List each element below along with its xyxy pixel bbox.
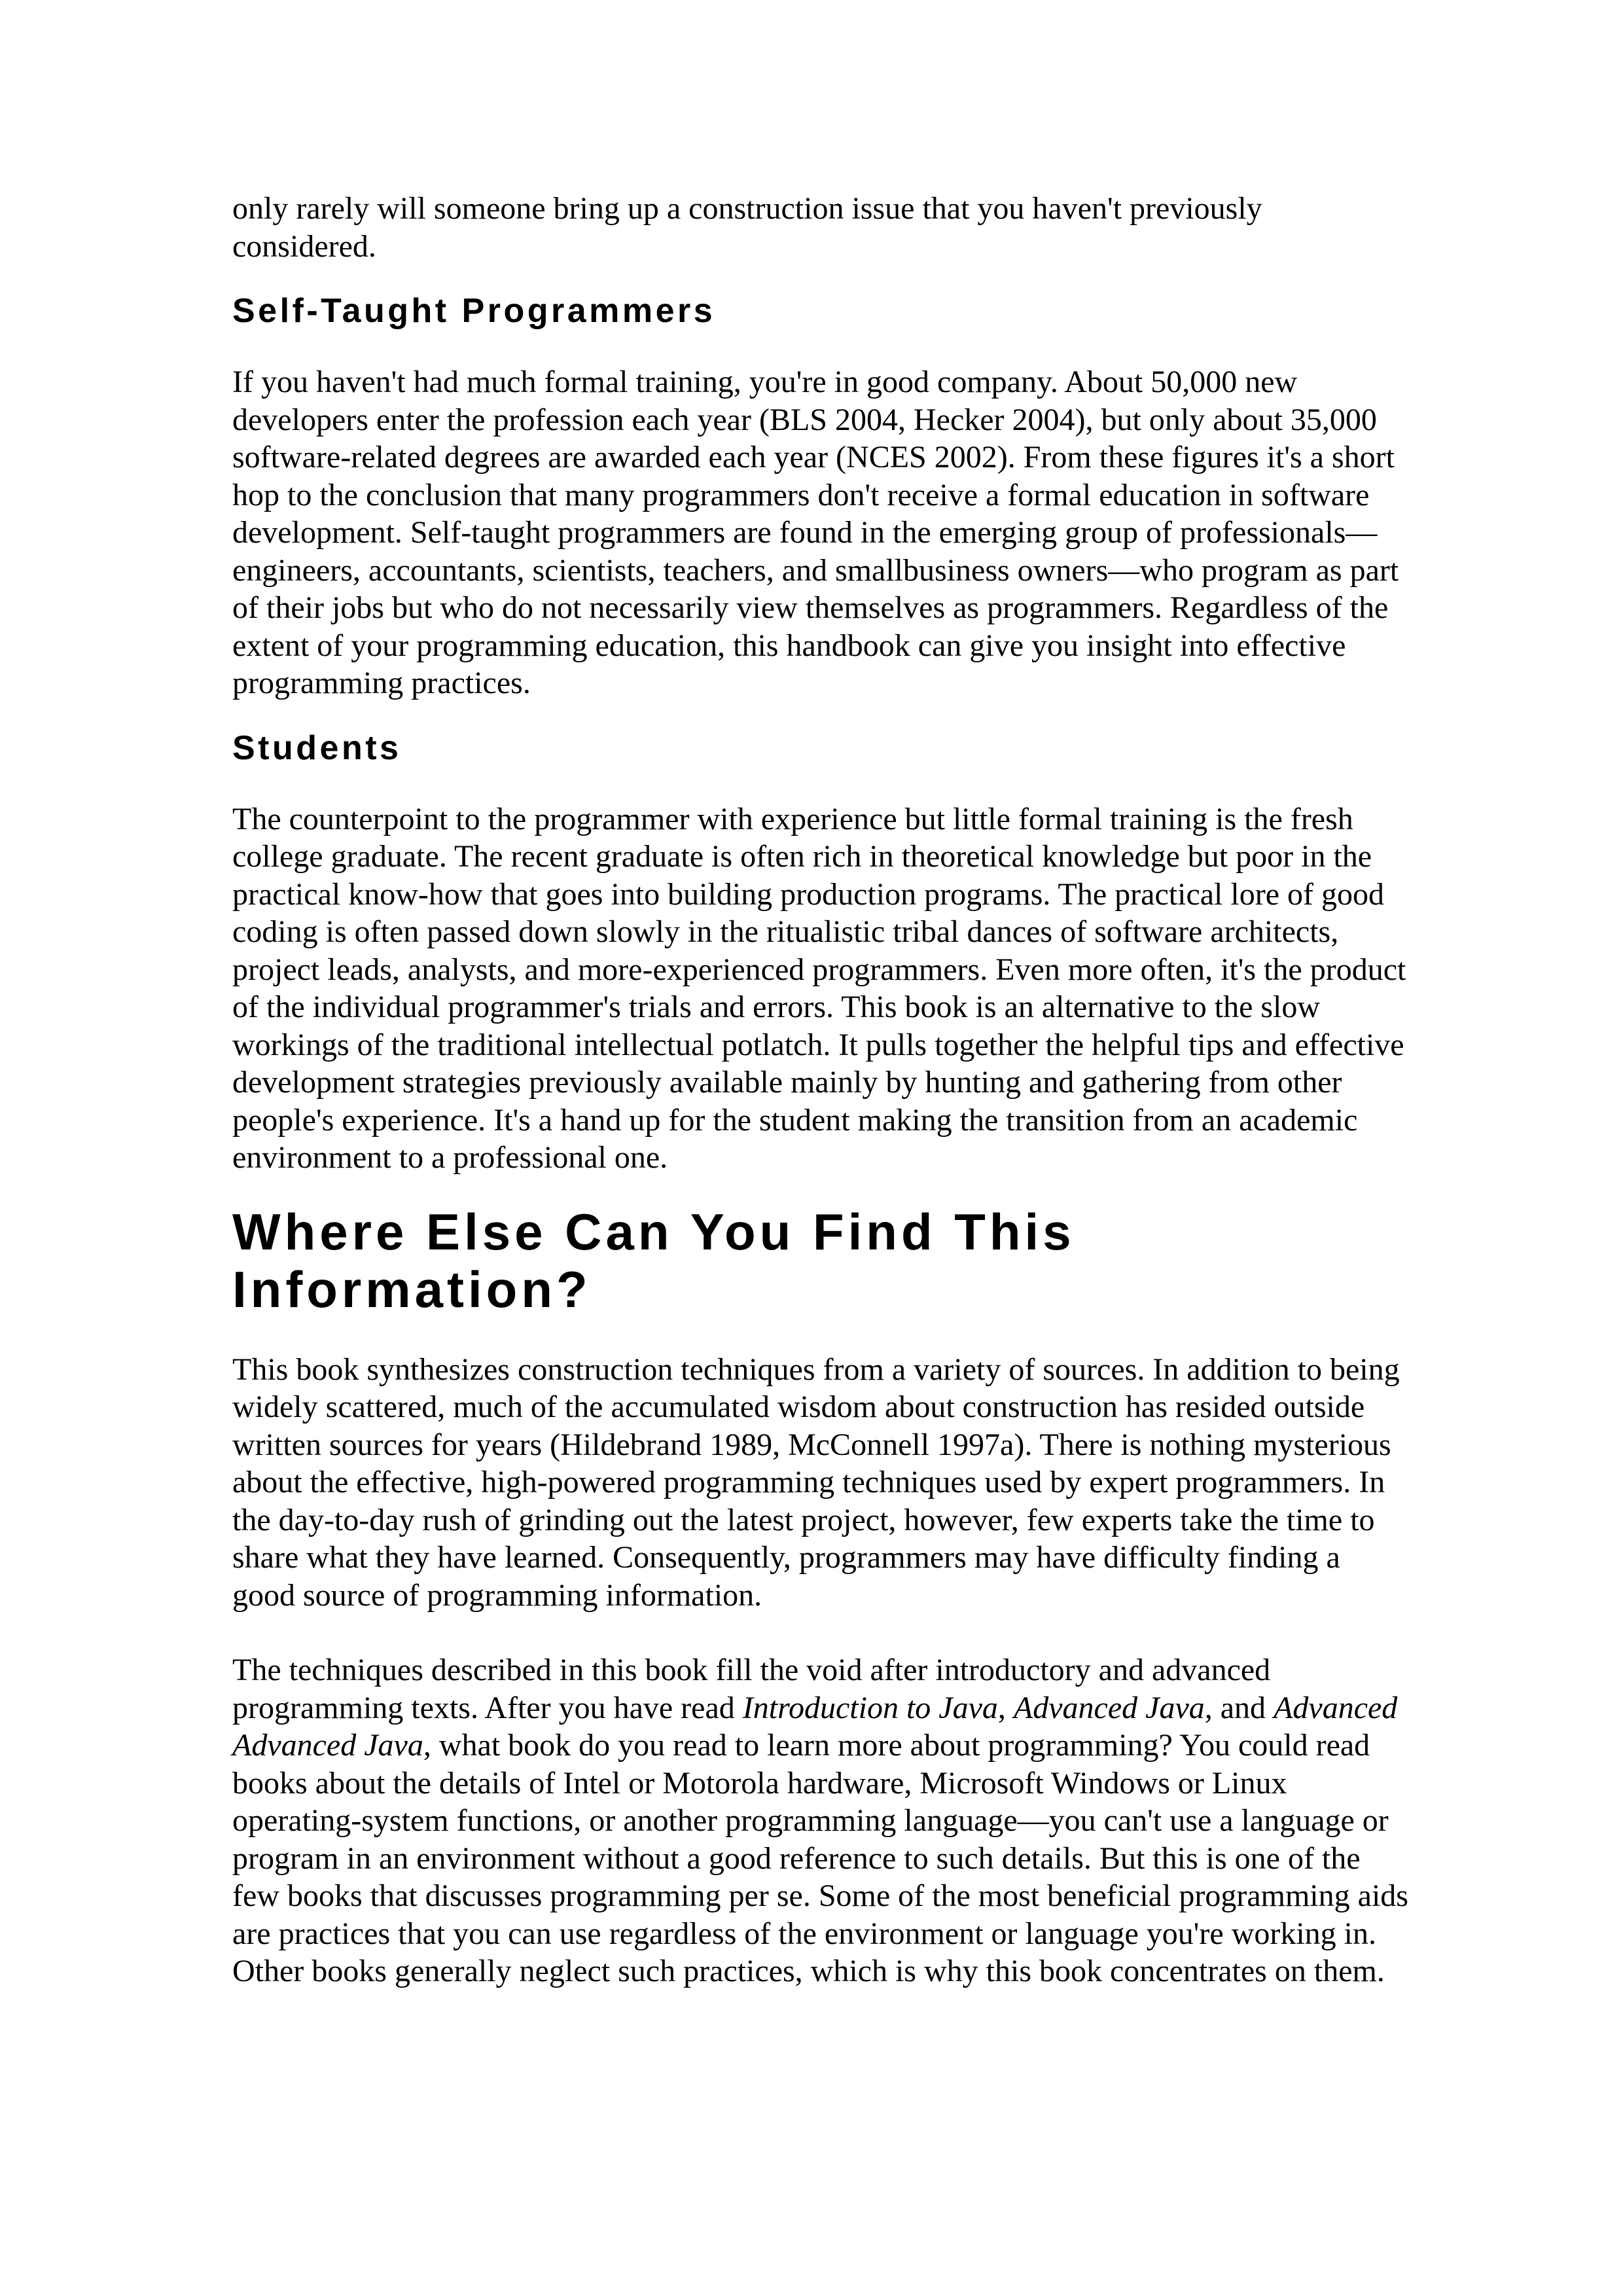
book-title-advanced-java: Advanced Java [1013,1690,1205,1725]
where-else-paragraph-2 [232,1651,1410,1990]
heading-self-taught-programmers: Self-Taught Programmers [232,292,716,330]
where-else-paragraph-1: This book synthesizes construction techniques from a variety of sources. In addition to being widely scattered, much of the accumulated wisdom about construction has resided outside written sources for years (Hildebrand 1989, McConnell 1997a). There is nothing mysterious about the effective, high-powered programming techniques used by expert programmers. In the day-to-day rush of grinding out the latest project, however, few experts take the time to share what they have learned. Consequently, programmers may have difficulty finding a good source of programming information. [232,1352,1400,1613]
heading-students: Students [232,728,402,767]
book-title-advanced-advanced-java: Advanced Advanced Java [232,1690,1398,1763]
paragraph-2-text-2: , what book do you read to learn more about programming? You could read books about the details of Intel or Motorola hardware, Microsoft Windows or Linux operating-system functions, or another programming language—you can't use a language or program in an environment without a good reference to such details. But this is one of the few books that discusses programming per se. Some of the most beneficial programming aids are practices that you can use regardless of the environment or language you're working in. Other books generally neglect such practices, which is why this book concentrates on them. [232,1728,1408,1988]
students-paragraph: The counterpoint to the programmer with experience but little formal training is the fresh college graduate. The recent graduate is often rich in theoretical knowledge but poor in the practical know-how that goes into building production programs. The practical lore of good coding is often passed down slowly in the ritualistic tribal dances of software architects, project leads, analysts, and more-experienced programmers. Even more often, it's the product of the individual programmer's trials and errors. This book is an alternative to the slow workings of the traditional intellectual potlatch. It pulls together the helpful tips and effective development strategies previously available mainly by hunting and gathering from other people's experience. It's a hand up for the student making the transition from an academic environment to a professional one. [232,801,1406,1175]
paragraph-2-separator-2: , and [1204,1690,1274,1725]
heading-where-else-line-1: Where Else Can You Find This [232,1202,1075,1261]
intro-paragraph: only rarely will someone bring up a construction issue that you haven't previously considered. [232,191,1262,264]
document-page [232,190,1410,1990]
paragraph-2-separator-1: , [997,1690,1014,1725]
heading-where-else-line-2: Information? [232,1260,592,1318]
paragraph-2-text-1: The techniques described in this book fill the void after introductory and advanced programming texts. After you have read [232,1653,1271,1725]
self-taught-paragraph: If you haven't had much formal training, you're in good company. About 50,000 new developers enter the profession each year (BLS 2004, Hecker 2004), but only about 35,000 software-related degrees are awarded each year (NCES 2002). From these figures it's a short hop to the conclusion that many programmers don't receive a formal education in software development. Self-taught programmers are found in the emerging group of professionals—engineers, accountants, scientists, teachers, and smallbusiness owners—who program as part of their jobs but who do not necessarily view themselves as programmers. Regardless of the extent of your programming education, this handbook can give you insight into effective programming practices. [232,365,1399,700]
heading-where-else [232,1203,1410,1318]
book-title-introduction-to-java: Introduction to Java [742,1690,998,1725]
